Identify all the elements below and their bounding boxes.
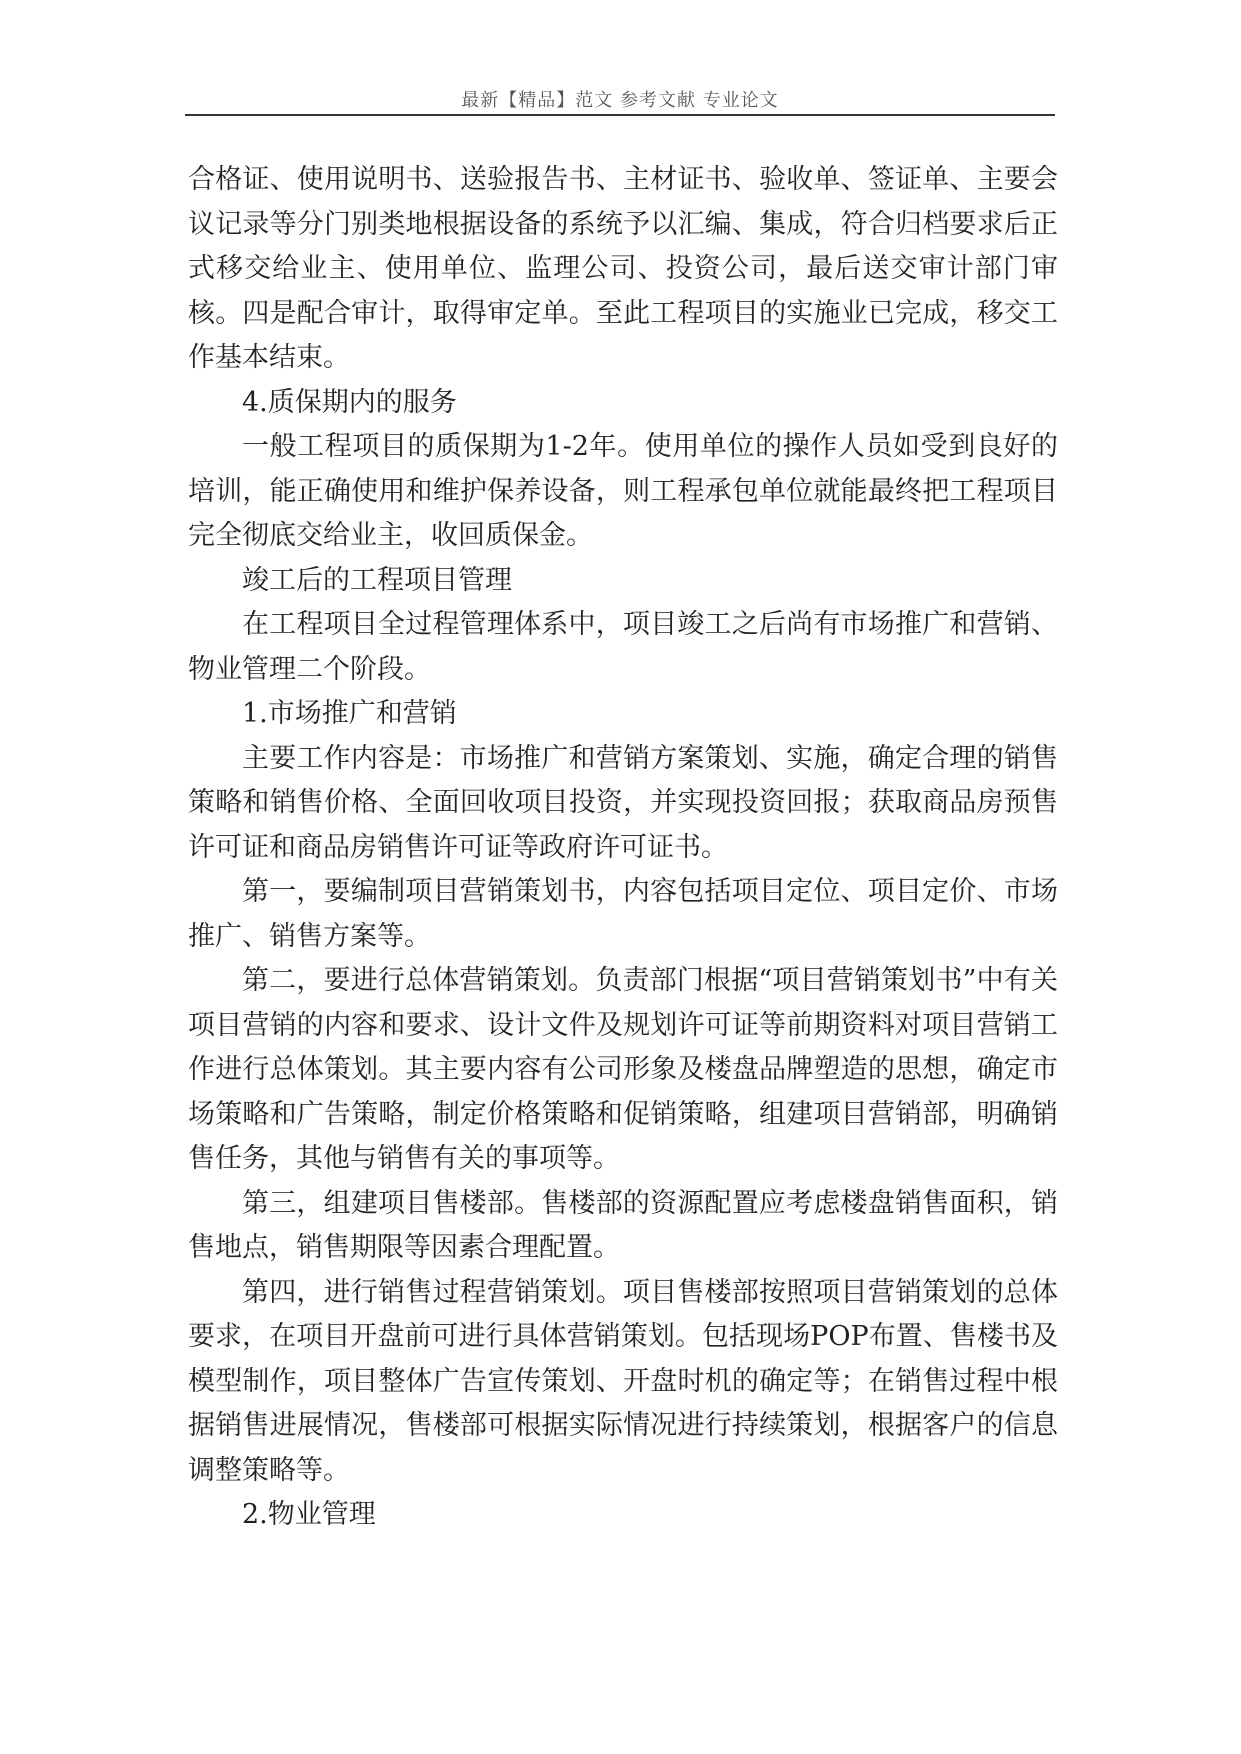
- paragraph: 第四，进行销售过程营销策划。项目售楼部按照项目营销策划的总体要求，在项目开盘前可进行具体营销策划。包括现场POP布置、售楼书及模型制作，项目整体广告宣传策划、开盘时机的确定等；在销售过程中根据销售进展情况，售楼部可根据实际情况进行持续策划，根据客户的信息调整策略等。: [188, 1276, 1058, 1486]
- paragraph: 一般工程项目的质保期为1-2年。使用单位的操作人员如受到良好的培训，能正确使用和维护保养设备，则工程承包单位就能最终把工程项目完全彻底交给业主，收回质保金。: [188, 431, 1058, 551]
- section-heading: 2.物业管理: [242, 1499, 376, 1530]
- page-header: 最新【精品】范文 参考文献 专业论文: [461, 90, 779, 111]
- header-divider: [185, 114, 1055, 116]
- paragraph: 第一，要编制项目营销策划书，内容包括项目定位、项目定价、市场推广、销售方案等。: [188, 876, 1058, 952]
- section-heading: 1.市场推广和营销: [242, 698, 457, 729]
- paragraph: 第三，组建项目售楼部。售楼部的资源配置应考虑楼盘销售面积，销售地点，销售期限等因素合理配置。: [188, 1187, 1058, 1263]
- paragraph: 合格证、使用说明书、送验报告书、主材证书、验收单、签证单、主要会议记录等分门别类地根据设备的系统予以汇编、集成，符合归档要求后正式移交给业主、使用单位、监理公司、投资公司，最后送交审计部门审核。四是配合审计，取得审定单。至此工程项目的实施业已完成，移交工作基本结束。: [188, 164, 1058, 373]
- document-body: [188, 158, 1058, 1538]
- paragraph: 在工程项目全过程管理体系中，项目竣工之后尚有市场推广和营销、物业管理二个阶段。: [188, 609, 1058, 685]
- section-heading: 4.质保期内的服务: [242, 386, 457, 418]
- section-heading: 竣工后的工程项目管理: [242, 564, 512, 596]
- paragraph: 第二，要进行总体营销策划。负责部门根据“项目营销策划书”中有关项目营销的内容和要求、设计文件及规划许可证等前期资料对项目营销工作进行总体策划。其主要内容有公司形象及楼盘品牌塑造的思想，确定市场策略和广告策略，制定价格策略和促销策略，组建项目营销部，明确销售任务，其他与销售有关的事项等。: [188, 965, 1058, 1174]
- paragraph: 主要工作内容是：市场推广和营销方案策划、实施，确定合理的销售策略和销售价格、全面回收项目投资，并实现投资回报；获取商品房预售许可证和商品房销售许可证等政府许可证书。: [188, 742, 1058, 863]
